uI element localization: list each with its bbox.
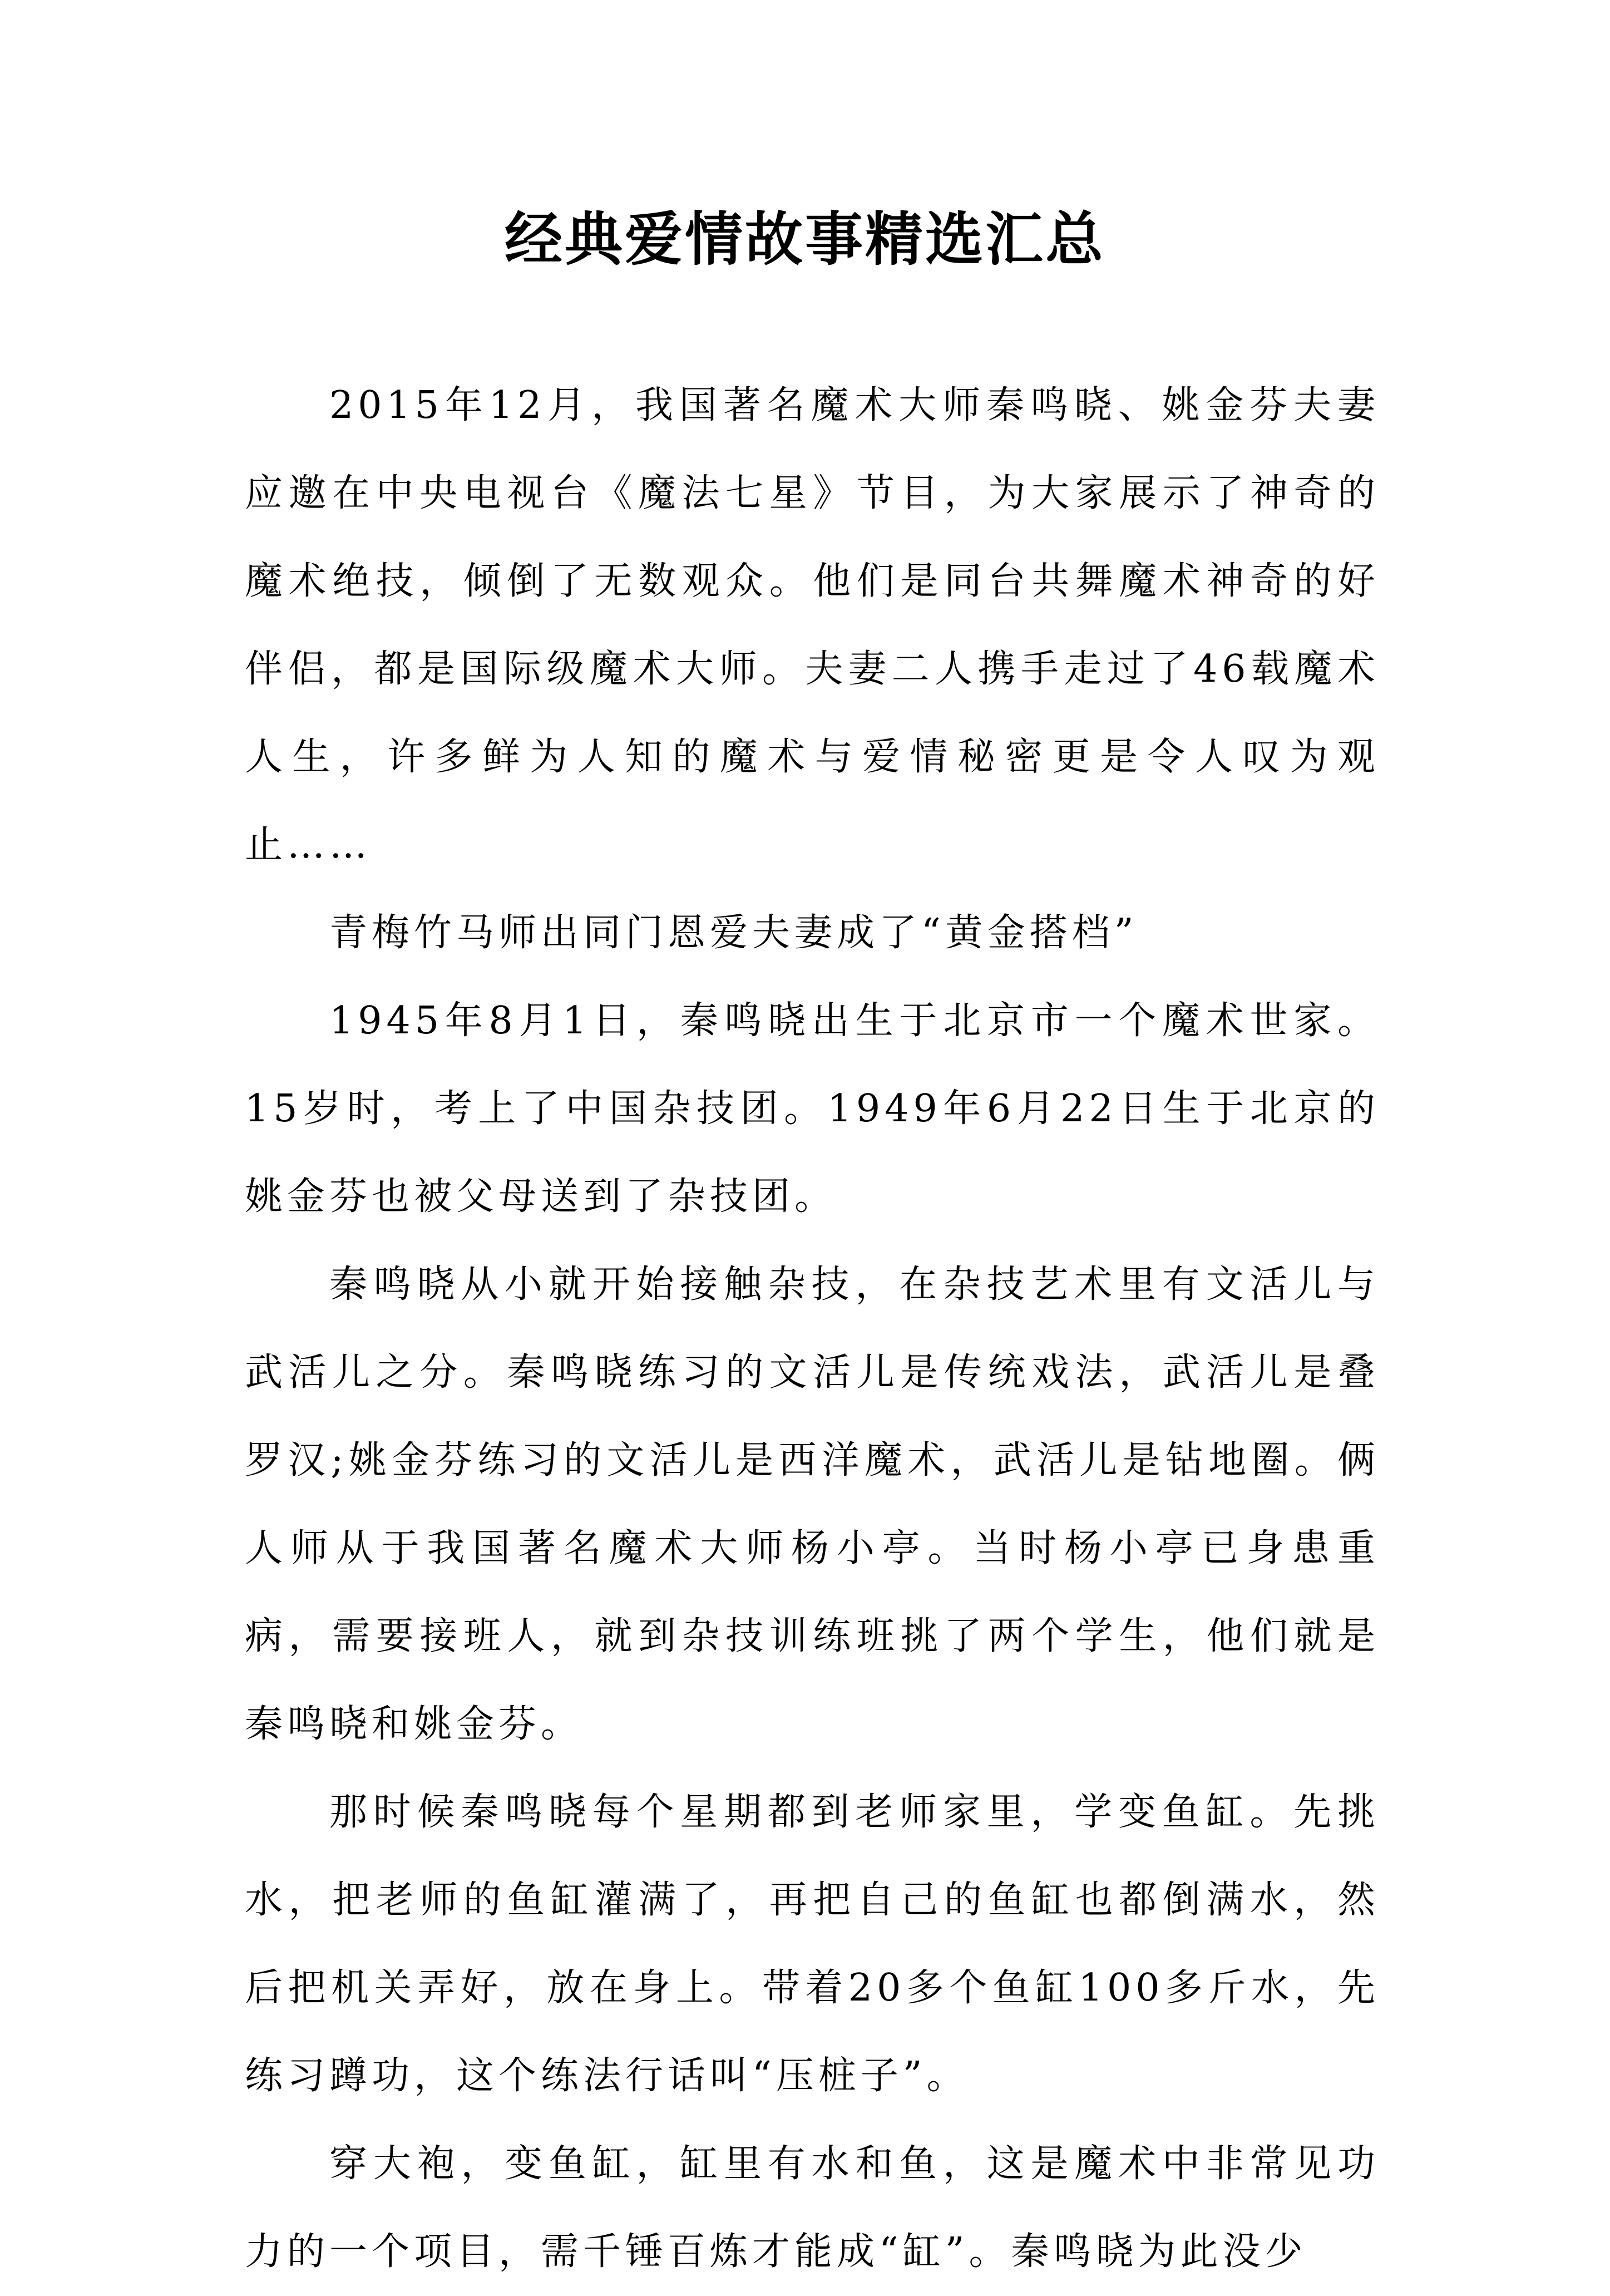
paragraph-subheading: 青梅竹马师出同门恩爱夫妻成了“黄金搭档” xyxy=(329,911,1138,955)
document-body xyxy=(245,362,1380,2296)
document-title: 经典爱情故事精选汇总 xyxy=(504,205,1105,273)
paragraph-training: 秦鸣晓从小就开始接触杂技，在杂技艺术里有文活儿与武活儿之分。秦鸣晓练习的文活儿是传统戏法，武活儿是叠罗汉;姚金芬练习的文活儿是西洋魔术，武活儿是钻地圈。俩人师从于我国著名魔术大师杨小亭。当时杨小亭已身患重病，需要接班人，就到杂技训练班挑了两个学生，他们就是秦鸣晓和姚金芬。 xyxy=(245,1263,1380,1746)
paragraph-intro: 2015年12月，我国著名魔术大师秦鸣晓、姚金芬夫妻应邀在中央电视台《魔法七星》节目，为大家展示了神奇的魔术绝技，倾倒了无数观众。他们是同台共舞魔术神奇的好伴侣，都是国际级魔术大师。夫妻二人携手走过了46载魔术人生，许多鲜为人知的魔术与爱情秘密更是令人叹为观止…… xyxy=(245,383,1380,867)
paragraph-robe: 穿大袍，变鱼缸，缸里有水和鱼，这是魔术中非常见功力的一个项目，需千锤百炼才能成“缸”。秦鸣晓为此没少 xyxy=(245,2142,1380,2274)
paragraph-birth: 1945年8月1日，秦鸣晓出生于北京市一个魔术世家。15岁时，考上了中国杂技团。1949年6月22日生于北京的姚金芬也被父母送到了杂技团。 xyxy=(245,999,1380,1219)
paragraph-fish-tank: 那时候秦鸣晓每个星期都到老师家里，学变鱼缸。先挑水，把老师的鱼缸灌满了，再把自己的鱼缸也都倒满水，然后把机关弄好，放在身上。带着20多个鱼缸100多斤水，先练习蹲功，这个练法行话叫“压桩子”。 xyxy=(245,1790,1380,2098)
